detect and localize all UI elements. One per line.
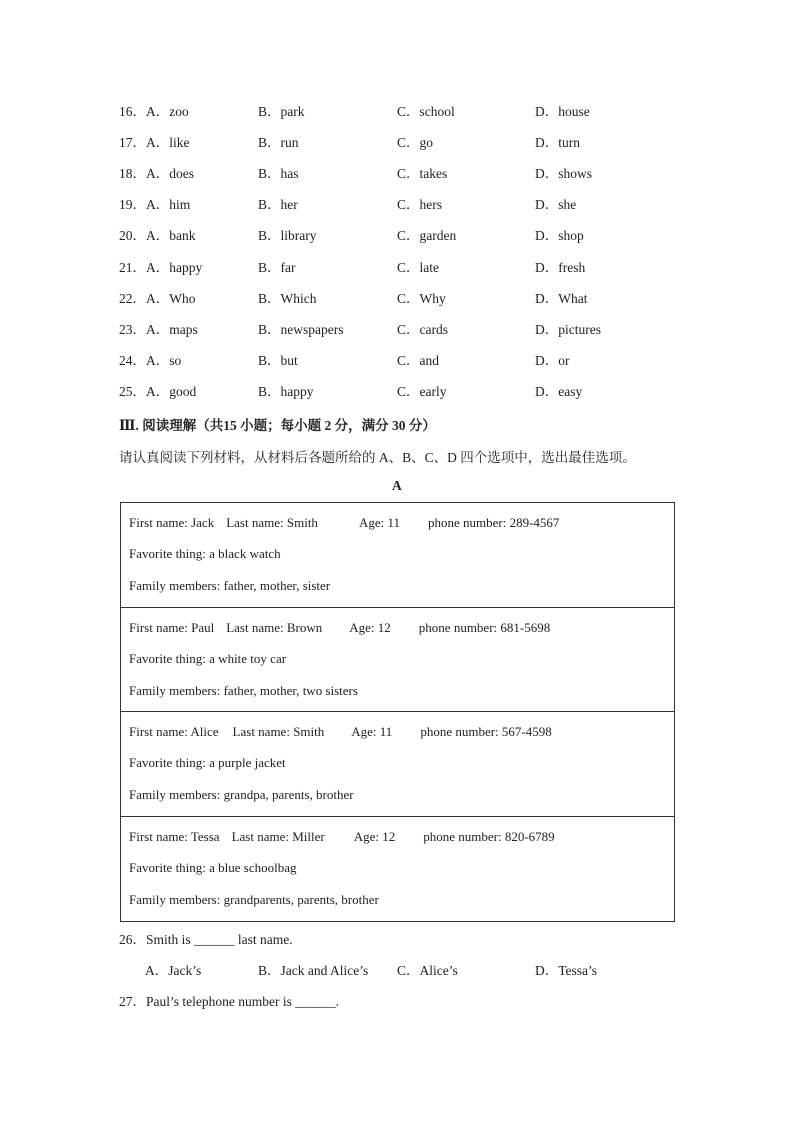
option-d: D．pictures: [535, 322, 601, 337]
option-c: C．late: [397, 260, 439, 275]
question-number: 23．: [119, 322, 146, 337]
info-card-alice: [121, 712, 674, 817]
option-d: D．shop: [535, 228, 584, 243]
card-header-line: [129, 620, 550, 636]
age: Age: 12: [349, 619, 391, 635]
passage-label: A: [392, 478, 402, 493]
favorite-thing: Favorite thing: a blue schoolbag: [129, 859, 297, 875]
question-26-stem: 26．Smith is ______ last name.: [119, 932, 293, 947]
age: Age: 11: [351, 724, 393, 739]
favorite-thing: Favorite thing: a black watch: [129, 546, 281, 561]
option-c: C．Why: [397, 291, 446, 306]
option-b: B．but: [258, 353, 298, 368]
option-d: D．shows: [535, 166, 593, 181]
option-c: C．garden: [397, 228, 457, 243]
question-27-stem: 27．Paul’s telephone number is ______.: [119, 994, 340, 1009]
option-c: C．school: [397, 104, 455, 119]
card-header-line: [129, 724, 552, 740]
info-card-jack: [121, 503, 674, 608]
question-26-options: [145, 959, 665, 977]
option-d: D．What: [535, 291, 588, 306]
section-title: Ⅲ. 阅读理解（共15 小题；每小题 2 分，满分 30 分）: [119, 418, 436, 433]
option-a: A．Jack’s: [145, 963, 202, 978]
info-card-tessa: [121, 817, 674, 922]
option-a: A．so: [146, 353, 182, 368]
option-c: C．go: [397, 135, 434, 150]
option-a: A．Who: [146, 291, 196, 306]
favorite-thing: Favorite thing: a purple jacket: [129, 755, 286, 770]
question-number: 25．: [119, 384, 146, 399]
option-b: B．Jack and Alice’s: [258, 963, 369, 978]
favorite-thing: Favorite thing: a white toy car: [129, 650, 287, 666]
option-c: C．Alice’s: [397, 963, 458, 978]
last-name: Last name: Brown: [226, 619, 323, 635]
last-name: Last name: Miller: [231, 828, 325, 844]
question-number: 20．: [119, 228, 146, 243]
student-info-table: [120, 502, 675, 922]
option-b: B．library: [258, 228, 317, 243]
option-d: D．she: [535, 197, 577, 212]
option-a: A．maps: [146, 322, 198, 337]
option-a: A．bank: [146, 228, 196, 243]
family-members: Family members: father, mother, sister: [129, 578, 331, 593]
phone-number: phone number: 567-4598: [420, 724, 552, 739]
option-a: A．him: [146, 197, 191, 212]
question-number: 16．: [119, 104, 146, 119]
first-name: First name: Tessa: [129, 828, 220, 844]
option-a: A．zoo: [146, 104, 189, 119]
phone-number: phone number: 681-5698: [418, 619, 551, 635]
option-d: D．fresh: [535, 260, 586, 275]
question-number: 17．: [119, 135, 146, 150]
option-b: B．happy: [258, 384, 314, 399]
option-c: C．and: [397, 353, 439, 368]
question-number: 18．: [119, 166, 146, 181]
option-a: A．good: [146, 384, 197, 399]
last-name: Last name: Smith: [232, 724, 325, 739]
question-number: 22．: [119, 291, 146, 306]
option-d: D．house: [535, 104, 590, 119]
option-b: B．far: [258, 260, 296, 275]
option-c: C．early: [397, 384, 447, 399]
family-members: Family members: grandparents, parents, brother: [129, 891, 379, 907]
card-header-line: [129, 515, 559, 531]
option-d: D．or: [535, 353, 570, 368]
option-b: B．park: [258, 104, 305, 119]
first-name: First name: Paul: [129, 619, 215, 635]
first-name: First name: Jack: [129, 515, 215, 530]
option-a: A．does: [146, 166, 194, 181]
card-header-line: [129, 829, 555, 845]
option-c: C．hers: [397, 197, 442, 212]
question-number: 21．: [119, 260, 146, 275]
option-b: B．Which: [258, 291, 317, 306]
family-members: Family members: father, mother, two sisters: [129, 682, 358, 698]
option-a: A．like: [146, 135, 190, 150]
option-d: D．Tessa’s: [535, 963, 598, 978]
option-d: D．easy: [535, 384, 583, 399]
option-b: B．run: [258, 135, 299, 150]
option-c: C．cards: [397, 322, 448, 337]
question-number: 19．: [119, 197, 146, 212]
option-c: C．takes: [397, 166, 448, 181]
phone-number: phone number: 289-4567: [427, 515, 560, 530]
option-b: B．her: [258, 197, 298, 212]
age: Age: 12: [353, 828, 396, 844]
last-name: Last name: Smith: [226, 515, 318, 530]
age: Age: 11: [358, 515, 400, 530]
phone-number: phone number: 820-6789: [423, 828, 555, 844]
option-b: B．newspapers: [258, 322, 344, 337]
option-b: B．has: [258, 166, 299, 181]
first-name: First name: Alice: [129, 724, 219, 739]
option-a: A．happy: [146, 260, 203, 275]
info-card-paul: [121, 608, 674, 713]
option-d: D．turn: [535, 135, 580, 150]
question-number: 24．: [119, 353, 146, 368]
family-members: Family members: grandpa, parents, brother: [129, 787, 354, 802]
section-instructions: 请认真阅读下列材料，从材料后各题所给的 A、B、C、D 四个选项中，选出最佳选项。: [119, 450, 636, 465]
